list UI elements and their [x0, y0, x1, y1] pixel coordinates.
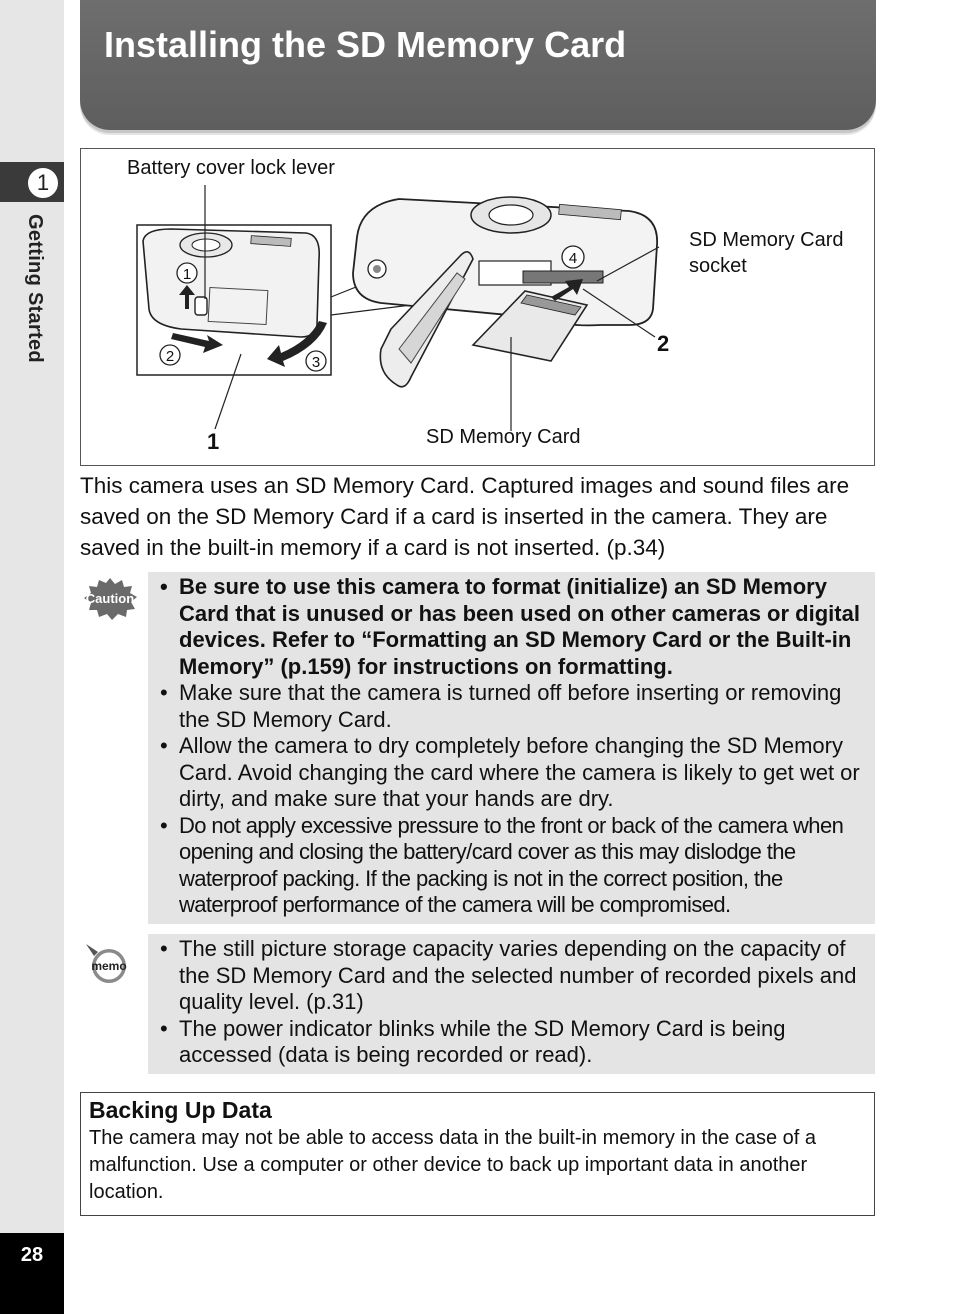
svg-text:3: 3: [311, 354, 321, 371]
memo-item: • The still picture storage capacity varies depending on the capacity of the SD Memory Card and the selected number of recorded pixels and quality level. (p.31): [158, 936, 865, 1016]
intro-paragraph: This camera uses an SD Memory Card. Captured images and sound files are saved on the SD Memory Card if a card is inserted in the camera. They are saved in the built-in memory if a card is not inserted. (p.34): [80, 473, 850, 560]
svg-text:1: 1: [182, 266, 192, 283]
svg-text:4: 4: [568, 250, 578, 267]
step-number-2: 2: [657, 331, 670, 356]
backup-text: The camera may not be able to access data in the built-in memory in the case of a malfunction. Use a computer or other device to back up important data in another location.: [89, 1127, 817, 1203]
svg-text:memo: memo: [91, 959, 127, 973]
installation-figure: [80, 148, 875, 466]
svg-text:Caution: Caution: [85, 591, 135, 606]
chapter-label: Getting Started: [24, 214, 46, 363]
caution-item: • Be sure to use this camera to format (initialize) an SD Memory Card that is unused or has been used on other cameras or digital devices. Refer to “Formatting an SD Memory Card or the Built-in Memory” (p.159) for instructions on formatting.: [158, 574, 865, 680]
label-sd-card: SD Memory Card: [426, 426, 581, 448]
caution-item: • Do not apply excessive pressure to the front or back of the camera when opening and closing the battery/card cover as this may dislodge the waterproof packing. If the packing is not in the correct position, the waterproof performance of the camera will be compromised.: [158, 813, 865, 919]
camera-illustration: [81, 149, 876, 467]
caution-item: • Allow the camera to dry completely before changing the SD Memory Card. Avoid changing the card where the camera is likely to get wet or dirty, and make sure that your hands are dry.: [158, 733, 865, 813]
memo-notes: [148, 934, 875, 1074]
caution-item: • Make sure that the camera is turned off before inserting or removing the SD Memory Card.: [158, 680, 865, 733]
backup-box: [80, 1092, 875, 1216]
chapter-number: 1: [26, 166, 60, 200]
step-number-1: 1: [207, 429, 220, 454]
memo-icon: [82, 940, 132, 984]
lock-lever: [195, 297, 207, 315]
label-lock-lever: Battery cover lock lever: [127, 157, 335, 179]
page-title: Installing the SD Memory Card: [104, 24, 627, 65]
page-number: 28: [20, 1244, 44, 1266]
backup-title: Backing Up Data: [89, 1097, 272, 1123]
caution-notes: [148, 572, 875, 924]
svg-text:2: 2: [165, 348, 175, 365]
caution-icon: [82, 576, 138, 620]
card-slot: [523, 271, 603, 283]
memo-item: • The power indicator blinks while the SD Memory Card is being accessed (data is being recorded or read).: [158, 1016, 865, 1069]
label-card-socket: SD Memory Card socket: [689, 229, 844, 277]
